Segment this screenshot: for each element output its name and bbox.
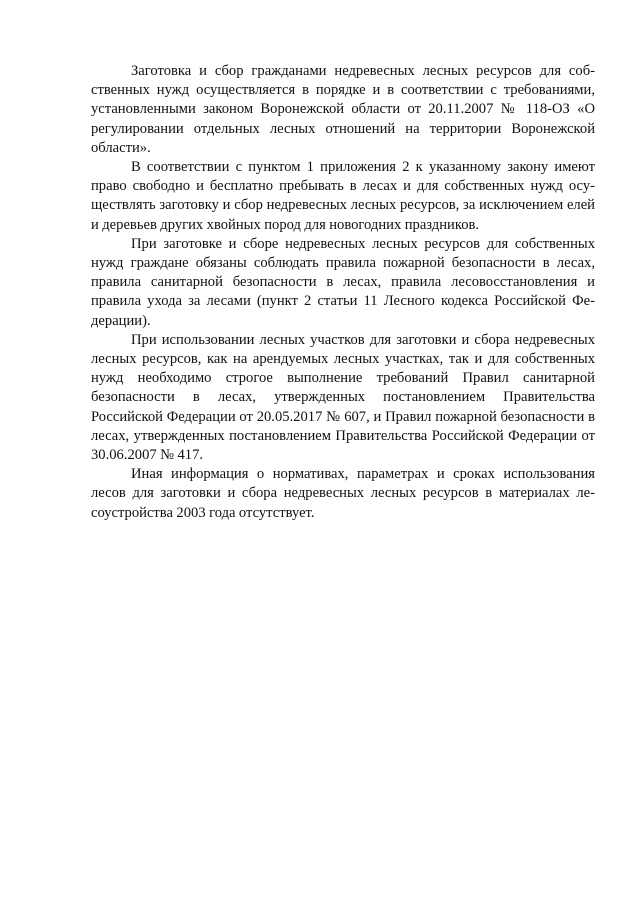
- paragraph-citizen-rights: В соответствии с пунктом 1 приложения 2 к указанному закону имеют право свободно и бесплатно пребывать в лесах и для собственных нужд осуществлять заготовку и сбор недревесных лесных ресурсов, за исключением елей и деревьев других хвойных пород для новогодних праздников.: [91, 159, 595, 233]
- document-page: [91, 62, 595, 523]
- paragraph-other-information: Иная информация о нормативах, параметрах и сроках использования лесов для заготовки и сбора недревесных лесных ресурсов в материалах лесоустройства 2003 года отсутствует.: [91, 466, 595, 521]
- paragraph-sanitary-fire-rules: При использовании лесных участков для заготовки и сбора недревесных лесных ресурсов, как на арендуемых лесных участках, так и для собственных нужд необходимо строгое выполнение требований Правил санитарной безопасности в лесах, утвержденных постановлением Правительства Российской Федерации от 20.05.2017 № 607, и Правил пожарной безопасности в лесах, утвержденных постановлением Правительства Российской Федерации от 30.06.2007 № 417.: [91, 331, 595, 464]
- paragraph-citizen-obligations: При заготовке и сборе недревесных лесных ресурсов для собственных нужд граждане обязаны соблюдать правила пожарной безопасности в лесах, правила санитарной безопасности в лесах, правила лесовосстановления и правила ухода за лесами (пункт 2 статьи 11 Лесного кодекса Российской Федерации).: [91, 235, 595, 329]
- paragraph-harvesting-basis: Заготовка и сбор гражданами недревесных лесных ресурсов для собственных нужд осуществляется в порядке и в соответствии с требованиями, установленными законом Воронежской области от 20.11.2007 № 118-ОЗ «О регулировании отдельных лесных отношений на территории Воронежской области».: [91, 63, 595, 156]
